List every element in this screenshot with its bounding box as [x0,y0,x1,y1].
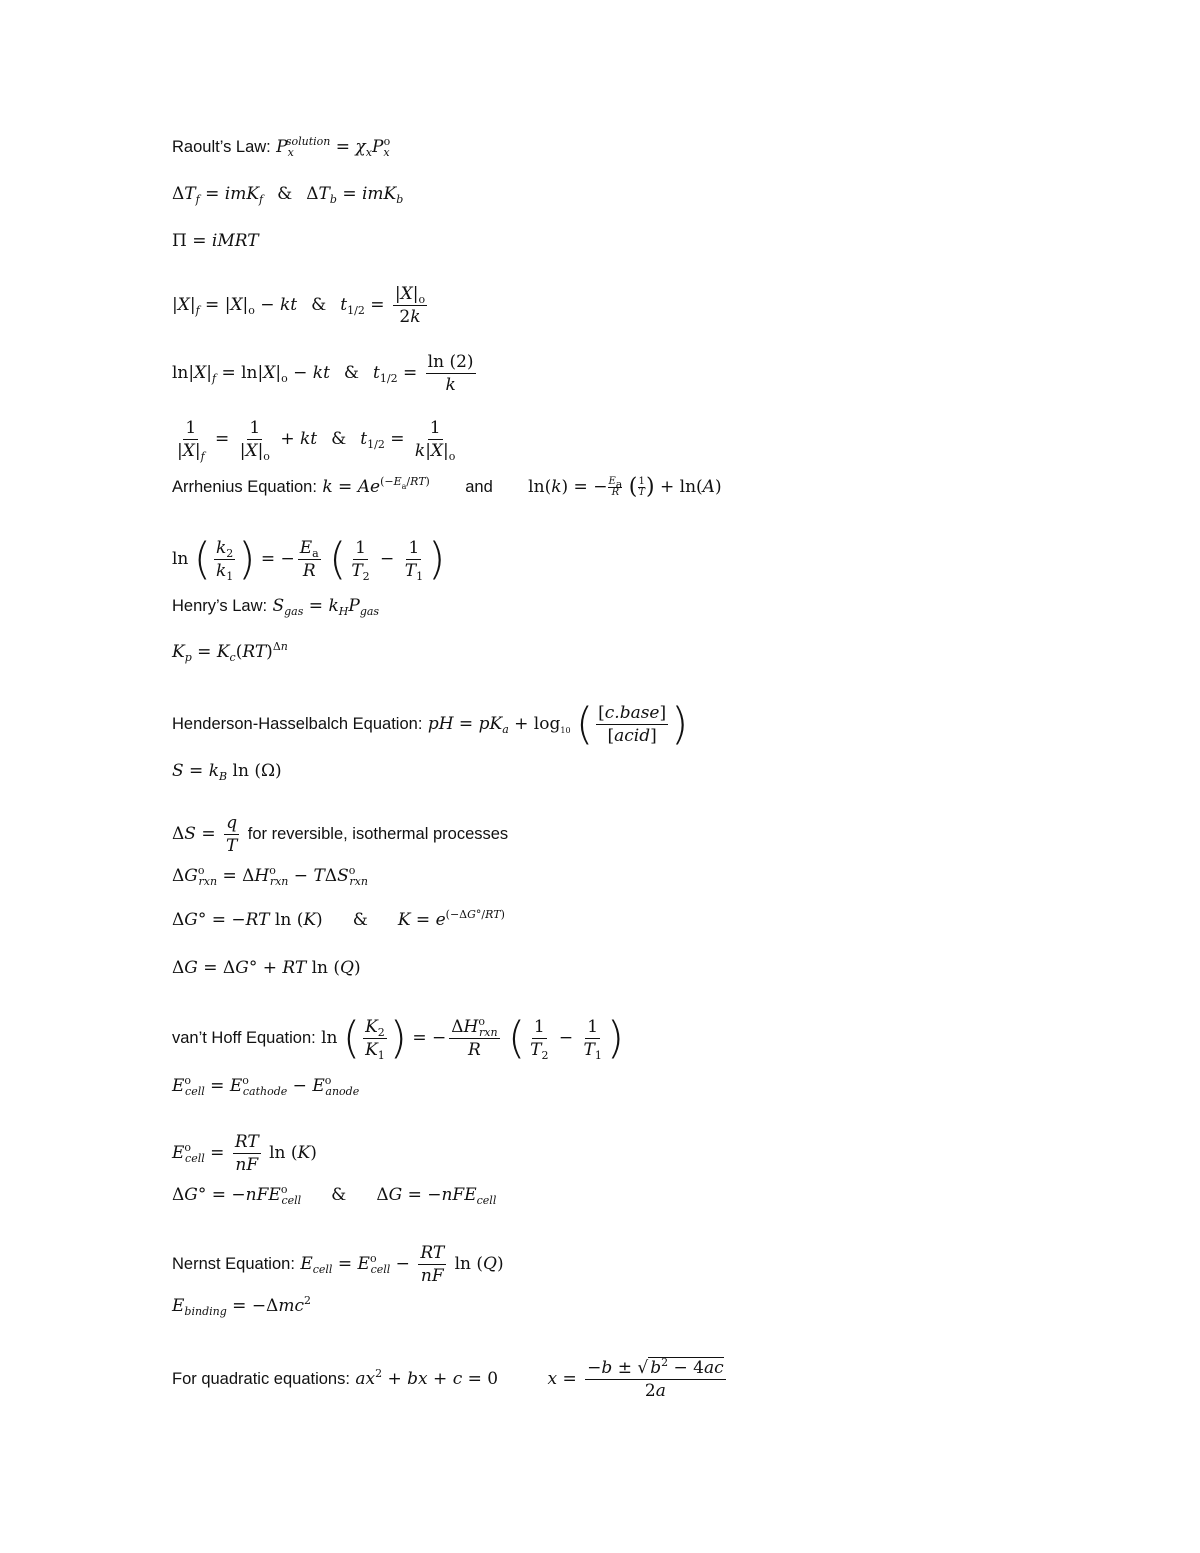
eq-cell-potential-k: $E^o_{cell}$ = $\frac{RT}{nF}$ ln (K) [172,1132,317,1175]
eq-osmotic: Π = iMRT [172,231,259,251]
eq-gibbs-nonstandard: ΔG = ΔG° + RT ln (Q) [172,958,361,978]
eq-vant-hoff: van’t Hoff Equation: ln ( $\frac{K_2}{K_1}$ ) = − $\frac{\Delta H^o_{rxn}}{R}$ ( $\frac{1}{T_2}$ − $\frac{1}{T_1}$ ) [172,1012,625,1064]
label-arrhenius: Arrhenius Equation: [172,478,317,496]
eq-boltzmann-entropy: $S = k_B$ ln (Ω) [172,761,282,783]
eq-nernst: Nernst Equation: $E_{cell} = E^o_{cell}$ − $\frac{RT}{nF}$ ln (Q) [172,1243,504,1286]
label-raoult: Raoult’s Law: [172,138,271,156]
eq-raoult: Raoult’s Law: $P_x^{solution} = \chi_xP_x^o$ [172,135,391,159]
eq-henderson-hasselbalch: Henderson-Hasselbalch Equation: pH = $pK_a + \log_{10}$ ( $\frac{\text{[c.base]}}{\text{[acid]}}$ ) [172,698,689,750]
eq-entropy-change: ΔS = $\frac{q}{T}$ for reversible, isothermal processes [172,813,509,856]
eq-arrhenius: Arrhenius Equation: $k = Ae^{(-E_a/RT)}$ and ln(k) = − $\frac{E_a}{R}$ ( $\frac{1}{T}$ ) + ln(A) [172,474,722,500]
eq-henry: Henry’s Law: $S_{gas} = k_HP_{gas}$ [172,596,380,618]
label-reversible: for reversible, isothermal processes [247,825,509,843]
label-and: and [465,478,493,496]
eq-colligative: $\Delta T_f = imK_f$ & $\Delta T_b = imK_b$ [172,184,404,206]
label-nernst: Nernst Equation: [172,1255,295,1273]
eq-binding-energy: $E_{binding} = -\Delta mc^2$ [172,1294,311,1318]
label-henderson: Henderson-Hasselbalch Equation: [172,715,423,733]
eq-arrhenius-two-point: ln ( $\frac{k_2}{k_1}$ ) = − $\frac{E_a}{R}$ ( $\frac{1}{T_2}$ − $\frac{1}{T_1}$ ) [172,533,446,585]
eq-second-order: $\frac{1}{|X|_f}$ = $\frac{1}{|X|_o}$ + kt & $t_{1/2}$ = $\frac{1}{k|X|_o}$ [177,418,456,463]
eq-gibbs-standard: $\Delta G^o_{rxn} = \Delta H^o_{rxn} - T\Delta S^o_{rxn}$ [172,864,368,888]
label-vanthoff: van’t Hoff Equation: [172,1029,316,1047]
eq-zero-order: $|X|_f = |X|_o$ − kt & $t_{1/2}$ = $\frac{|X|_o}{2k}$ [172,284,426,327]
eq-cell-potential: $E^o_{cell} = E^o_{cathode} - E^o_{anode}$ [172,1074,360,1098]
eq-kp-kc: $K_p = K_c(RT)^{\Delta n}$ [172,640,288,664]
label-henry: Henry’s Law: [172,597,268,615]
label-quadratic: For quadratic equations: [172,1370,350,1388]
eq-first-order: $\ln|X|_f = \ln|X|_o$ − kt & $t_{1/2}$ = $\frac{\ln (2)}{k}$ [172,352,474,395]
eq-quadratic: For quadratic equations: $ax^2$ + bx + c = 0 x = $\frac{-b \pm √ b^2 - 4ac}{2a}$ [172,1356,724,1401]
eq-gibbs-equilibrium: ΔG° = −RT ln (K) & $K = e^{(-\Delta G^\circ/RT)}$ [172,908,505,930]
eq-gibbs-cell: ΔG° = −nFE$^o_{cell}$ & ΔG = −nFE$_{cell}$ [172,1183,497,1207]
